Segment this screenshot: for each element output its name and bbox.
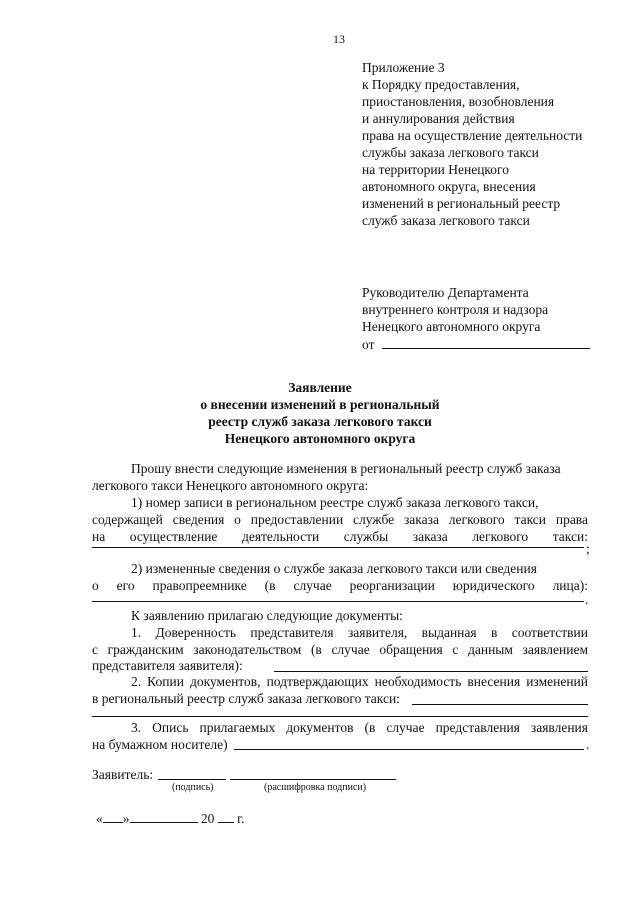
doc1-line: 1. Доверенность представителя заявителя, выданная в соответствии bbox=[131, 625, 588, 640]
month-field[interactable] bbox=[130, 809, 198, 823]
doc2-line: 2. Копии документов, подтверждающих необходимость внесения изменений bbox=[131, 674, 588, 689]
appendix-line: к Порядку предоставления, bbox=[362, 77, 520, 92]
doc2-line: в региональный реестр служб заказа легкового такси: bbox=[92, 691, 400, 706]
doc2-field-extra[interactable] bbox=[92, 716, 588, 717]
signature-decode-field[interactable] bbox=[230, 779, 396, 780]
item1-line: на осуществление деятельности службы заказа легкового такси: bbox=[92, 529, 588, 544]
appendix-line: автономного округа, внесения bbox=[362, 179, 536, 194]
doc2-field[interactable] bbox=[412, 704, 588, 705]
item2-end: . bbox=[585, 592, 589, 607]
intro-line: легкового такси Ненецкого автономного округа: bbox=[92, 478, 369, 493]
doc3-line: 3. Опись прилагаемых документов (в случае представления заявления bbox=[131, 720, 588, 735]
addressee-block bbox=[362, 284, 590, 353]
year-suffix: г. bbox=[237, 811, 245, 826]
applicant-label: Заявитель: bbox=[92, 767, 154, 782]
appendix-line: и аннулирования действия bbox=[362, 111, 515, 126]
decode-caption: (расшифровка подписи) bbox=[264, 782, 367, 793]
appendix-line: службы заказа легкового такси bbox=[362, 145, 539, 160]
doc1-field[interactable] bbox=[274, 671, 588, 672]
document-title bbox=[150, 379, 490, 447]
from-field[interactable] bbox=[382, 335, 590, 349]
appendix-line: служб заказа легкового такси bbox=[362, 213, 530, 228]
appendix-line: права на осуществление деятельности bbox=[362, 128, 583, 143]
item1-field[interactable] bbox=[92, 547, 584, 548]
signature-caption: (подпись) bbox=[172, 782, 214, 793]
appendix-line: Приложение 3 bbox=[362, 60, 445, 75]
title-line: о внесении изменений в региональный bbox=[200, 397, 440, 412]
item2-line: 2) измененные сведения о службе заказа легкового такси или сведения bbox=[131, 561, 537, 576]
addressee-line: Ненецкого автономного округа bbox=[362, 319, 541, 334]
appendix-block bbox=[362, 59, 582, 229]
title-line: Ненецкого автономного округа bbox=[224, 431, 416, 446]
addressee-line: внутреннего контроля и надзора bbox=[362, 302, 549, 317]
date-open-quote: « bbox=[96, 811, 103, 826]
doc3-field[interactable] bbox=[234, 749, 584, 750]
appendix-line: изменений в региональный реестр bbox=[362, 196, 561, 211]
from-label: от bbox=[362, 337, 375, 352]
item1-line: 1) номер записи в региональном реестре служб заказа легкового такси, bbox=[131, 495, 539, 510]
from-line bbox=[362, 335, 590, 353]
title-line: Заявление bbox=[288, 380, 352, 395]
page-number: 13 bbox=[333, 32, 345, 46]
day-field[interactable] bbox=[103, 809, 123, 823]
title-line: реестр служб заказа легкового такси bbox=[208, 414, 432, 429]
item1-line: содержащей сведения о предоставлении службе заказа легкового такси права bbox=[92, 512, 588, 527]
item1-end: ; bbox=[586, 541, 590, 556]
attach-intro: К заявлению прилагаю следующие документы: bbox=[131, 608, 403, 623]
doc3-end: . bbox=[586, 737, 590, 752]
item2-field[interactable] bbox=[92, 601, 584, 602]
intro-line: Прошу внести следующие изменения в региональный реестр служб заказа bbox=[131, 461, 561, 476]
item2-line: о его правопреемнике (в случае реорганизации юридического лица): bbox=[92, 578, 588, 593]
signature-field[interactable] bbox=[158, 779, 226, 780]
date-line bbox=[96, 809, 245, 827]
doc3-line: на бумажном носителе) bbox=[92, 737, 228, 752]
doc1-line: представителя заявителя): bbox=[92, 658, 243, 673]
appendix-line: приостановления, возобновления bbox=[362, 94, 555, 109]
year-prefix: 20 bbox=[200, 811, 215, 826]
year-field[interactable] bbox=[218, 809, 234, 823]
doc1-line: с гражданским законодательством (в случае обращения с данным заявлением bbox=[92, 642, 588, 657]
date-close-quote: » bbox=[122, 811, 130, 826]
appendix-line: на территории Ненецкого bbox=[362, 162, 510, 177]
addressee-line: Руководителю Департамента bbox=[362, 285, 529, 300]
